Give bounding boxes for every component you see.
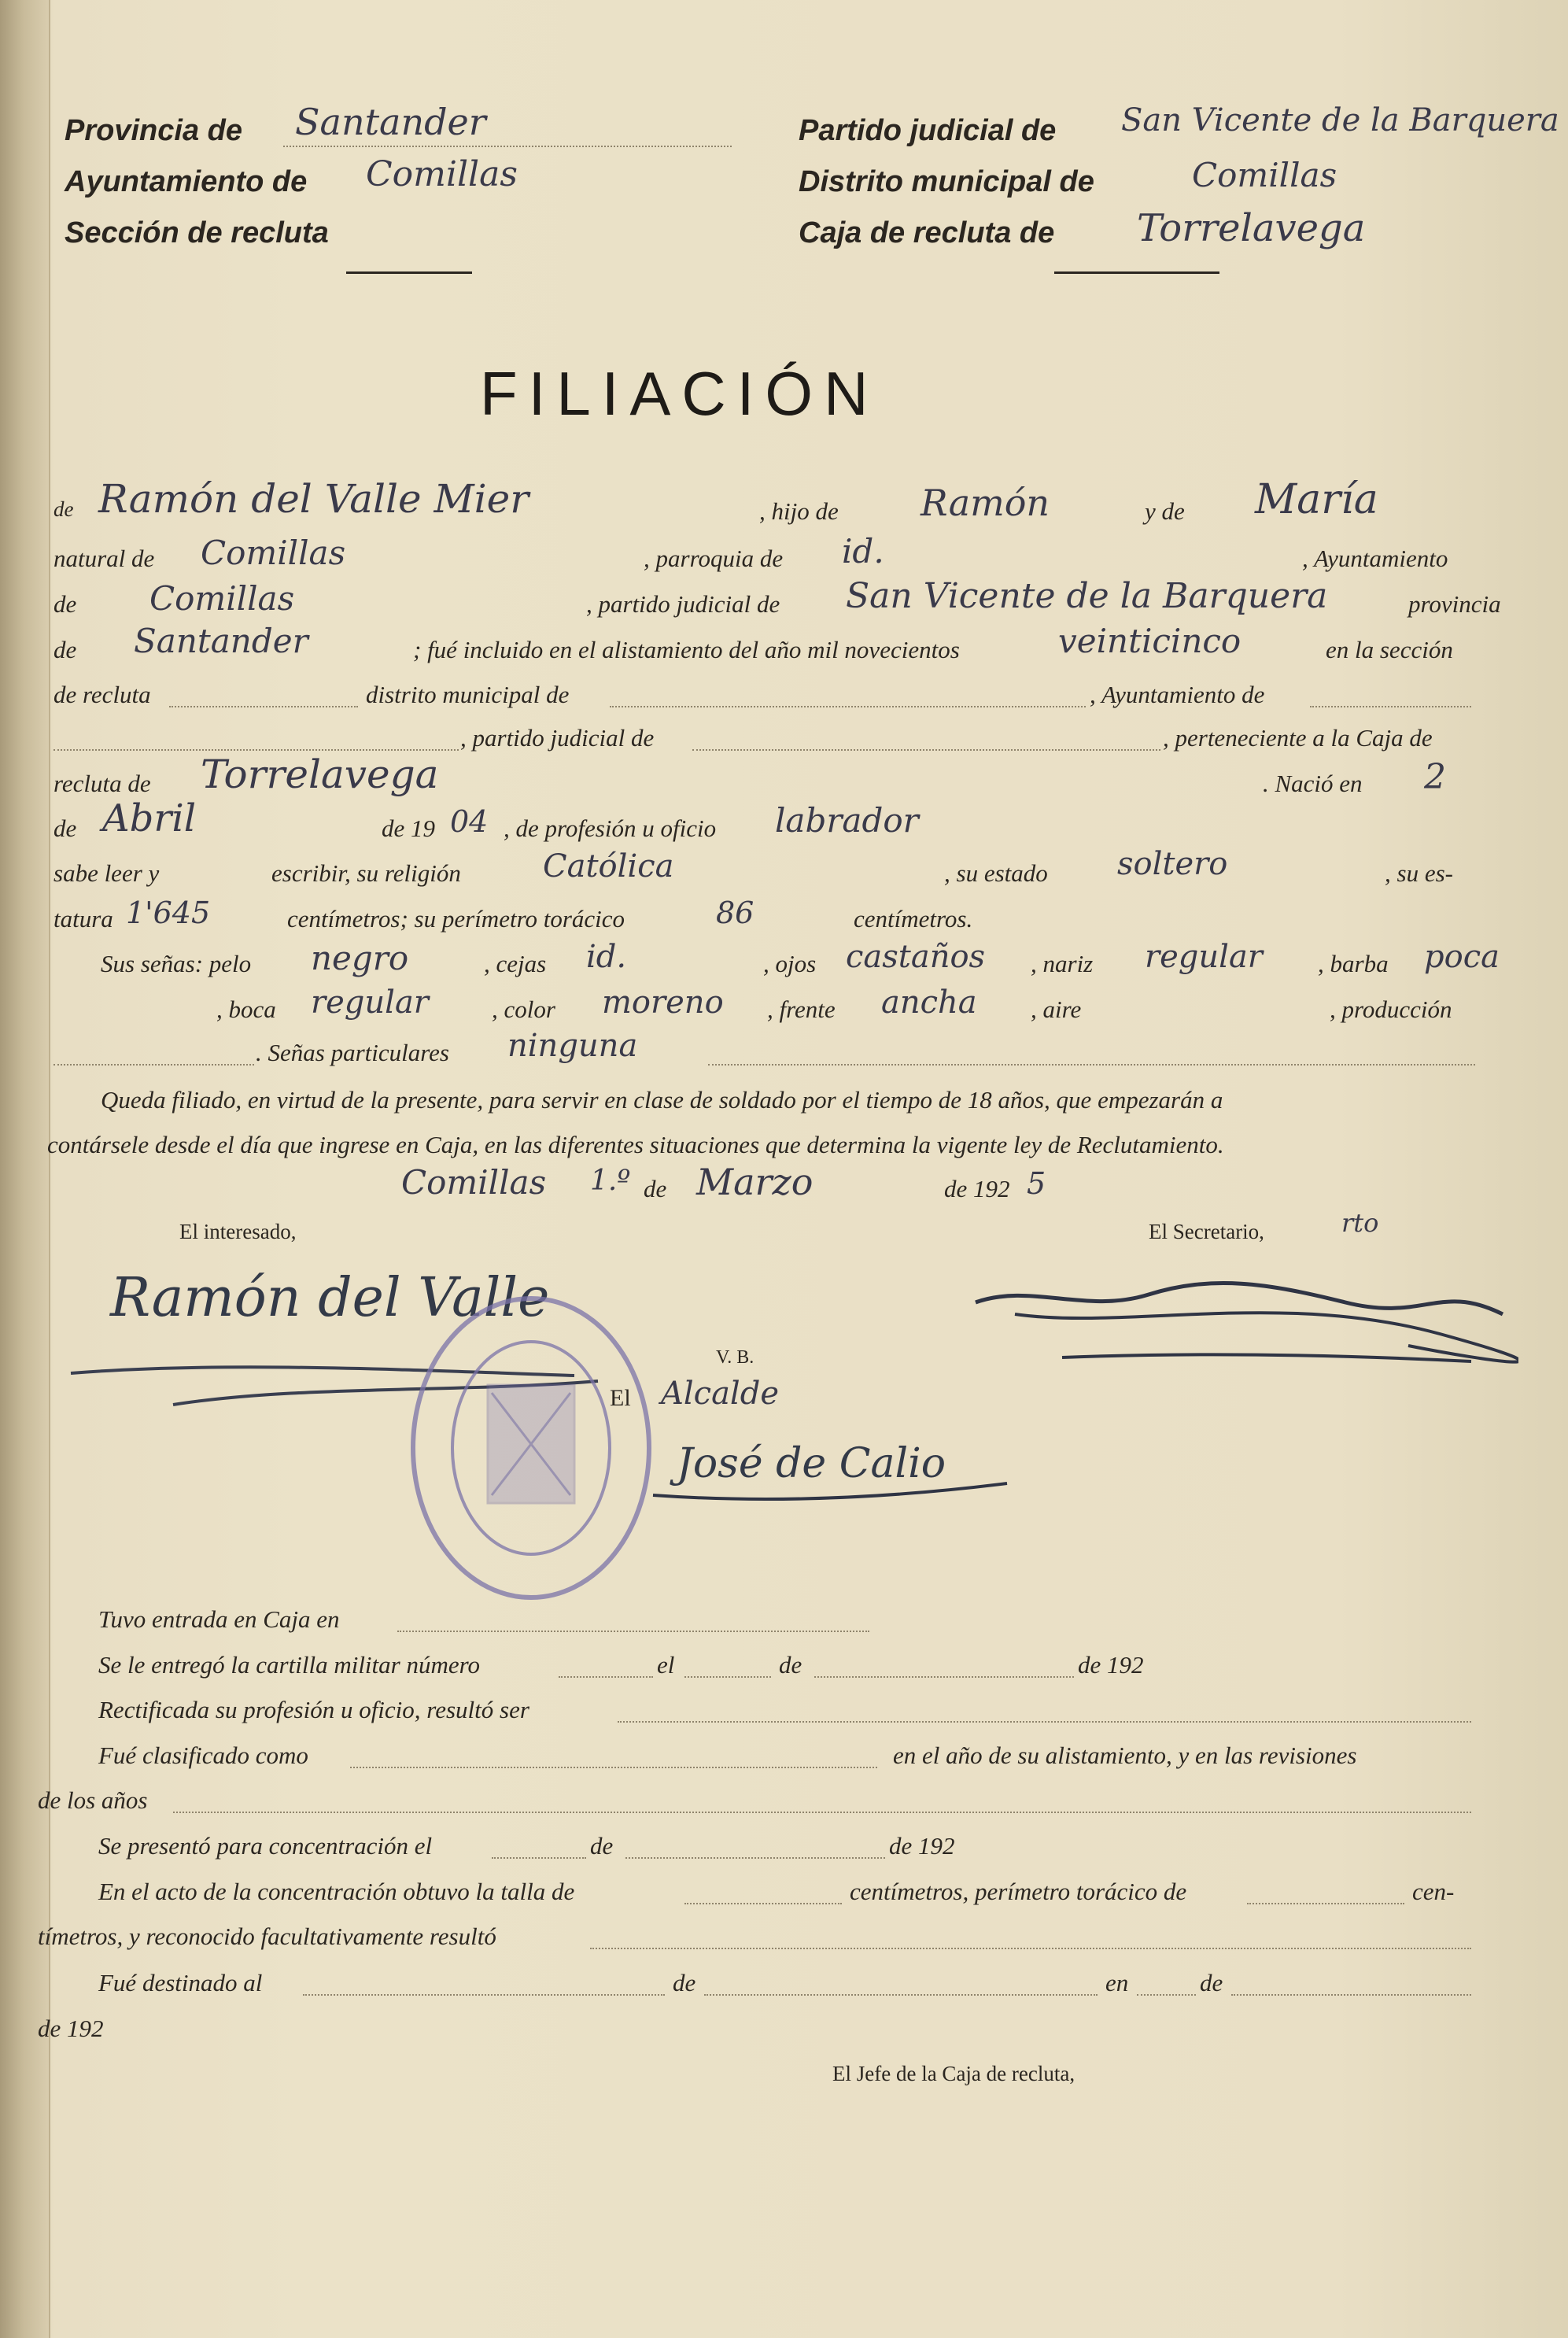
l7-nacio: . Nació en [1263,770,1363,797]
l10-tatura: tatura [53,905,113,933]
ayuntamiento-label: Ayuntamiento de [65,165,308,198]
footer-line-4: Fué clasificado como [98,1741,308,1769]
footer-line-2-el: el [657,1651,675,1679]
l2-natural: natural de [53,545,155,572]
footer-line-2-de192: de 192 [1078,1651,1144,1679]
l10-cm2: centímetros. [854,905,973,933]
l7-recluta: recluta de [53,770,151,797]
mes-nacimiento: Abril [102,796,197,840]
footer-line-2-de: de [779,1651,802,1679]
alcalde-flourish [645,1472,1015,1519]
alcalde-label: Alcalde [661,1376,779,1412]
caja-label: Caja de recluta de [799,216,1055,249]
dotted-line [397,1631,869,1632]
l11-barba: , barba [1318,950,1389,977]
dotted-line [814,1676,1074,1678]
boca-value: regular [311,984,429,1021]
footer-line-7b: centímetros, perímetro torácico de [850,1878,1187,1905]
dotted-line [704,1994,1098,1996]
dotted-line [590,1948,1471,1949]
dotted-line [618,1721,1471,1723]
secretario-note: rto [1341,1208,1379,1238]
distrito-label: Distrito municipal de [799,165,1094,198]
footer-line-1: Tuvo entrada en Caja en [98,1605,340,1633]
l6-perteneciente: , perteneciente a la Caja de [1163,724,1433,752]
interesado-label: El interesado, [179,1220,297,1243]
l6-partido: , partido judicial de [460,724,655,752]
interesado-signature: Ramón del Valle [110,1267,550,1329]
ayuntamiento-value: Comillas [366,154,518,194]
profesion-value: labrador [775,801,919,840]
footer-line-7: En el acto de la concentración obtuvo la talla de [98,1878,575,1905]
l8-de: de [53,814,77,842]
dotted-line [559,1676,653,1678]
l9-su: , su es- [1385,859,1453,887]
footer-line-6-de192: de 192 [889,1832,955,1860]
nariz-value: regular [1145,939,1263,975]
l11-senas: Sus señas: pelo [101,950,252,977]
date-de: de [644,1175,667,1202]
footer-line-9-en: en [1105,1969,1129,1996]
footer-line-4b: en el año de su alistamiento, y en las revisiones [893,1741,1357,1769]
paragraph-line-2: contársele desde el día que ingrese en Caja, en las diferentes situaciones que determina la vigente ley de Reclutamiento. [47,1131,1224,1158]
l9-escribir: escribir, su religión [271,859,461,887]
paragraph-line-1: Queda filiado, en virtud de la presente, para servir en clase de soldado por el tiempo de 18 años, que empezarán a [101,1086,1223,1114]
dotted-line [684,1903,842,1904]
dotted-line [610,706,1086,707]
footer-line-5: de los años [38,1786,148,1814]
parroquia-value: id. [842,532,884,571]
l4-de: de [53,636,77,663]
partido-label: Partido judicial de [799,114,1057,147]
recruit-name: Ramón del Valle Mier [98,476,529,522]
dotted-line [53,1064,254,1066]
date-month: Marzo [696,1161,814,1203]
binding-edge [0,0,50,2338]
ayuntamiento-value-body: Comillas [149,579,295,618]
footer-line-6-de: de [590,1832,614,1860]
vb-label: V. B. [716,1347,754,1368]
perimetro-value: 86 [716,896,754,930]
l12-produccion: , producción [1330,995,1452,1023]
l4-text: ; fué incluido en el alistamiento del año mil novecientos [413,636,960,663]
frente-value: ancha [881,984,977,1021]
dotted-line [684,1676,771,1678]
l11-cejas: , cejas [484,950,547,977]
l12-boca: , boca [216,995,276,1023]
official-stamp [405,1291,657,1605]
l2-parroquia: , parroquia de [644,545,784,572]
l10-cm: centímetros; su perímetro torácico [287,905,625,933]
estado-value: soltero [1117,846,1228,882]
dia-nacimiento: 2 [1424,757,1446,797]
dotted-line [169,706,358,707]
date-de192: de 192 [944,1175,1010,1202]
l1-y: y de [1145,497,1185,525]
provincia-label: Provincia de [65,114,242,147]
mother-name: María [1255,476,1378,523]
footer-line-9: Fué destinado al [98,1969,263,1996]
seccion-rule [346,271,472,274]
l5-distrito: distrito municipal de [366,681,570,708]
color-value: moreno [602,984,724,1021]
dotted-line [692,749,1160,751]
provincia-value-body: Santander [134,622,308,660]
natural-value: Comillas [201,534,346,572]
date-day: 1.º [590,1165,631,1197]
dotted-line [1247,1903,1404,1904]
senas-value: ninguna [507,1028,638,1064]
dotted-line [492,1857,586,1859]
footer-line-8: tímetros, y reconocido facultativamente resultó [38,1922,496,1950]
footer-line-2: Se le entregó la cartilla militar número [98,1651,481,1679]
ano-alistamiento: veinticinco [1058,622,1241,660]
dotted-line [1231,1994,1471,1996]
l12-color: , color [492,995,555,1023]
dotted-line [53,749,459,751]
alcalde-signature: José de Calio [677,1440,946,1487]
dotted-line [1310,706,1471,707]
caja-value-body: Torrelavega [201,752,439,797]
l4-seccion: en la sección [1326,636,1453,663]
dotted-line [625,1857,885,1859]
religion-value: Católica [543,848,674,885]
barba-value: poca [1424,939,1500,975]
caja-value: Torrelavega [1137,206,1366,250]
cejas-value: id. [586,939,627,975]
l3-partido: , partido judicial de [586,590,780,618]
l8-de19: de 19 [382,814,436,842]
footer-line-10: de 192 [38,2015,104,2042]
secretario-label: El Secretario, [1149,1220,1264,1243]
l13-senas: . Señas particulares [256,1039,449,1066]
footer-line-6: Se presentó para concentración el [98,1832,433,1860]
dotted-line [708,1064,1475,1066]
date-place: Comillas [401,1163,547,1202]
ano-nacimiento: 04 [450,804,489,839]
l11-nariz: , nariz [1031,950,1094,977]
l12-frente: , frente [767,995,836,1023]
l3-de: de [53,590,77,618]
l8-profesion: , de profesión u oficio [504,814,717,842]
dotted-line [173,1812,1471,1813]
father-name: Ramón [921,482,1050,524]
footer-line-7c: cen- [1412,1878,1455,1905]
l2-ayuntamiento: , Ayuntamiento [1302,545,1448,572]
footer-line-3: Rectificada su profesión u oficio, resultó ser [98,1696,529,1723]
distrito-value: Comillas [1192,156,1337,194]
estatura-value: 1'645 [126,896,211,930]
l1-hijo: , hijo de [759,497,839,525]
seccion-label: Sección de recluta [65,216,329,249]
l3-provincia: provincia [1408,590,1501,618]
provincia-value: Santander [295,101,486,143]
jefe-label: El Jefe de la Caja de recluta, [832,2062,1075,2085]
l9-sabe: sabe leer y [53,859,160,887]
document-title: FILIACIÓN [480,359,880,428]
l5-recluta: de recluta [53,681,151,708]
partido-value-body: San Vicente de la Barquera [846,576,1328,616]
pelo-value: negro [311,939,409,977]
dotted-line [303,1994,665,1996]
dotted-line [1137,1994,1196,1996]
partido-value: San Vicente de la Barquera [1121,102,1559,139]
l9-estado: , su estado [944,859,1048,887]
l12-aire: , aire [1031,995,1082,1023]
l1-de: de [53,497,74,521]
footer-line-9-de2: de [1200,1969,1223,1996]
l5-ayuntamiento: , Ayuntamiento de [1090,681,1265,708]
date-year-digit: 5 [1027,1166,1046,1201]
el-label: El [610,1385,631,1411]
dotted-line [283,146,732,147]
ojos-value: castaños [846,939,986,975]
footer-line-9-de: de [673,1969,696,1996]
dotted-line [350,1767,877,1768]
secretario-signature [968,1259,1518,1385]
caja-rule [1054,271,1219,274]
l11-ojos: , ojos [763,950,817,977]
